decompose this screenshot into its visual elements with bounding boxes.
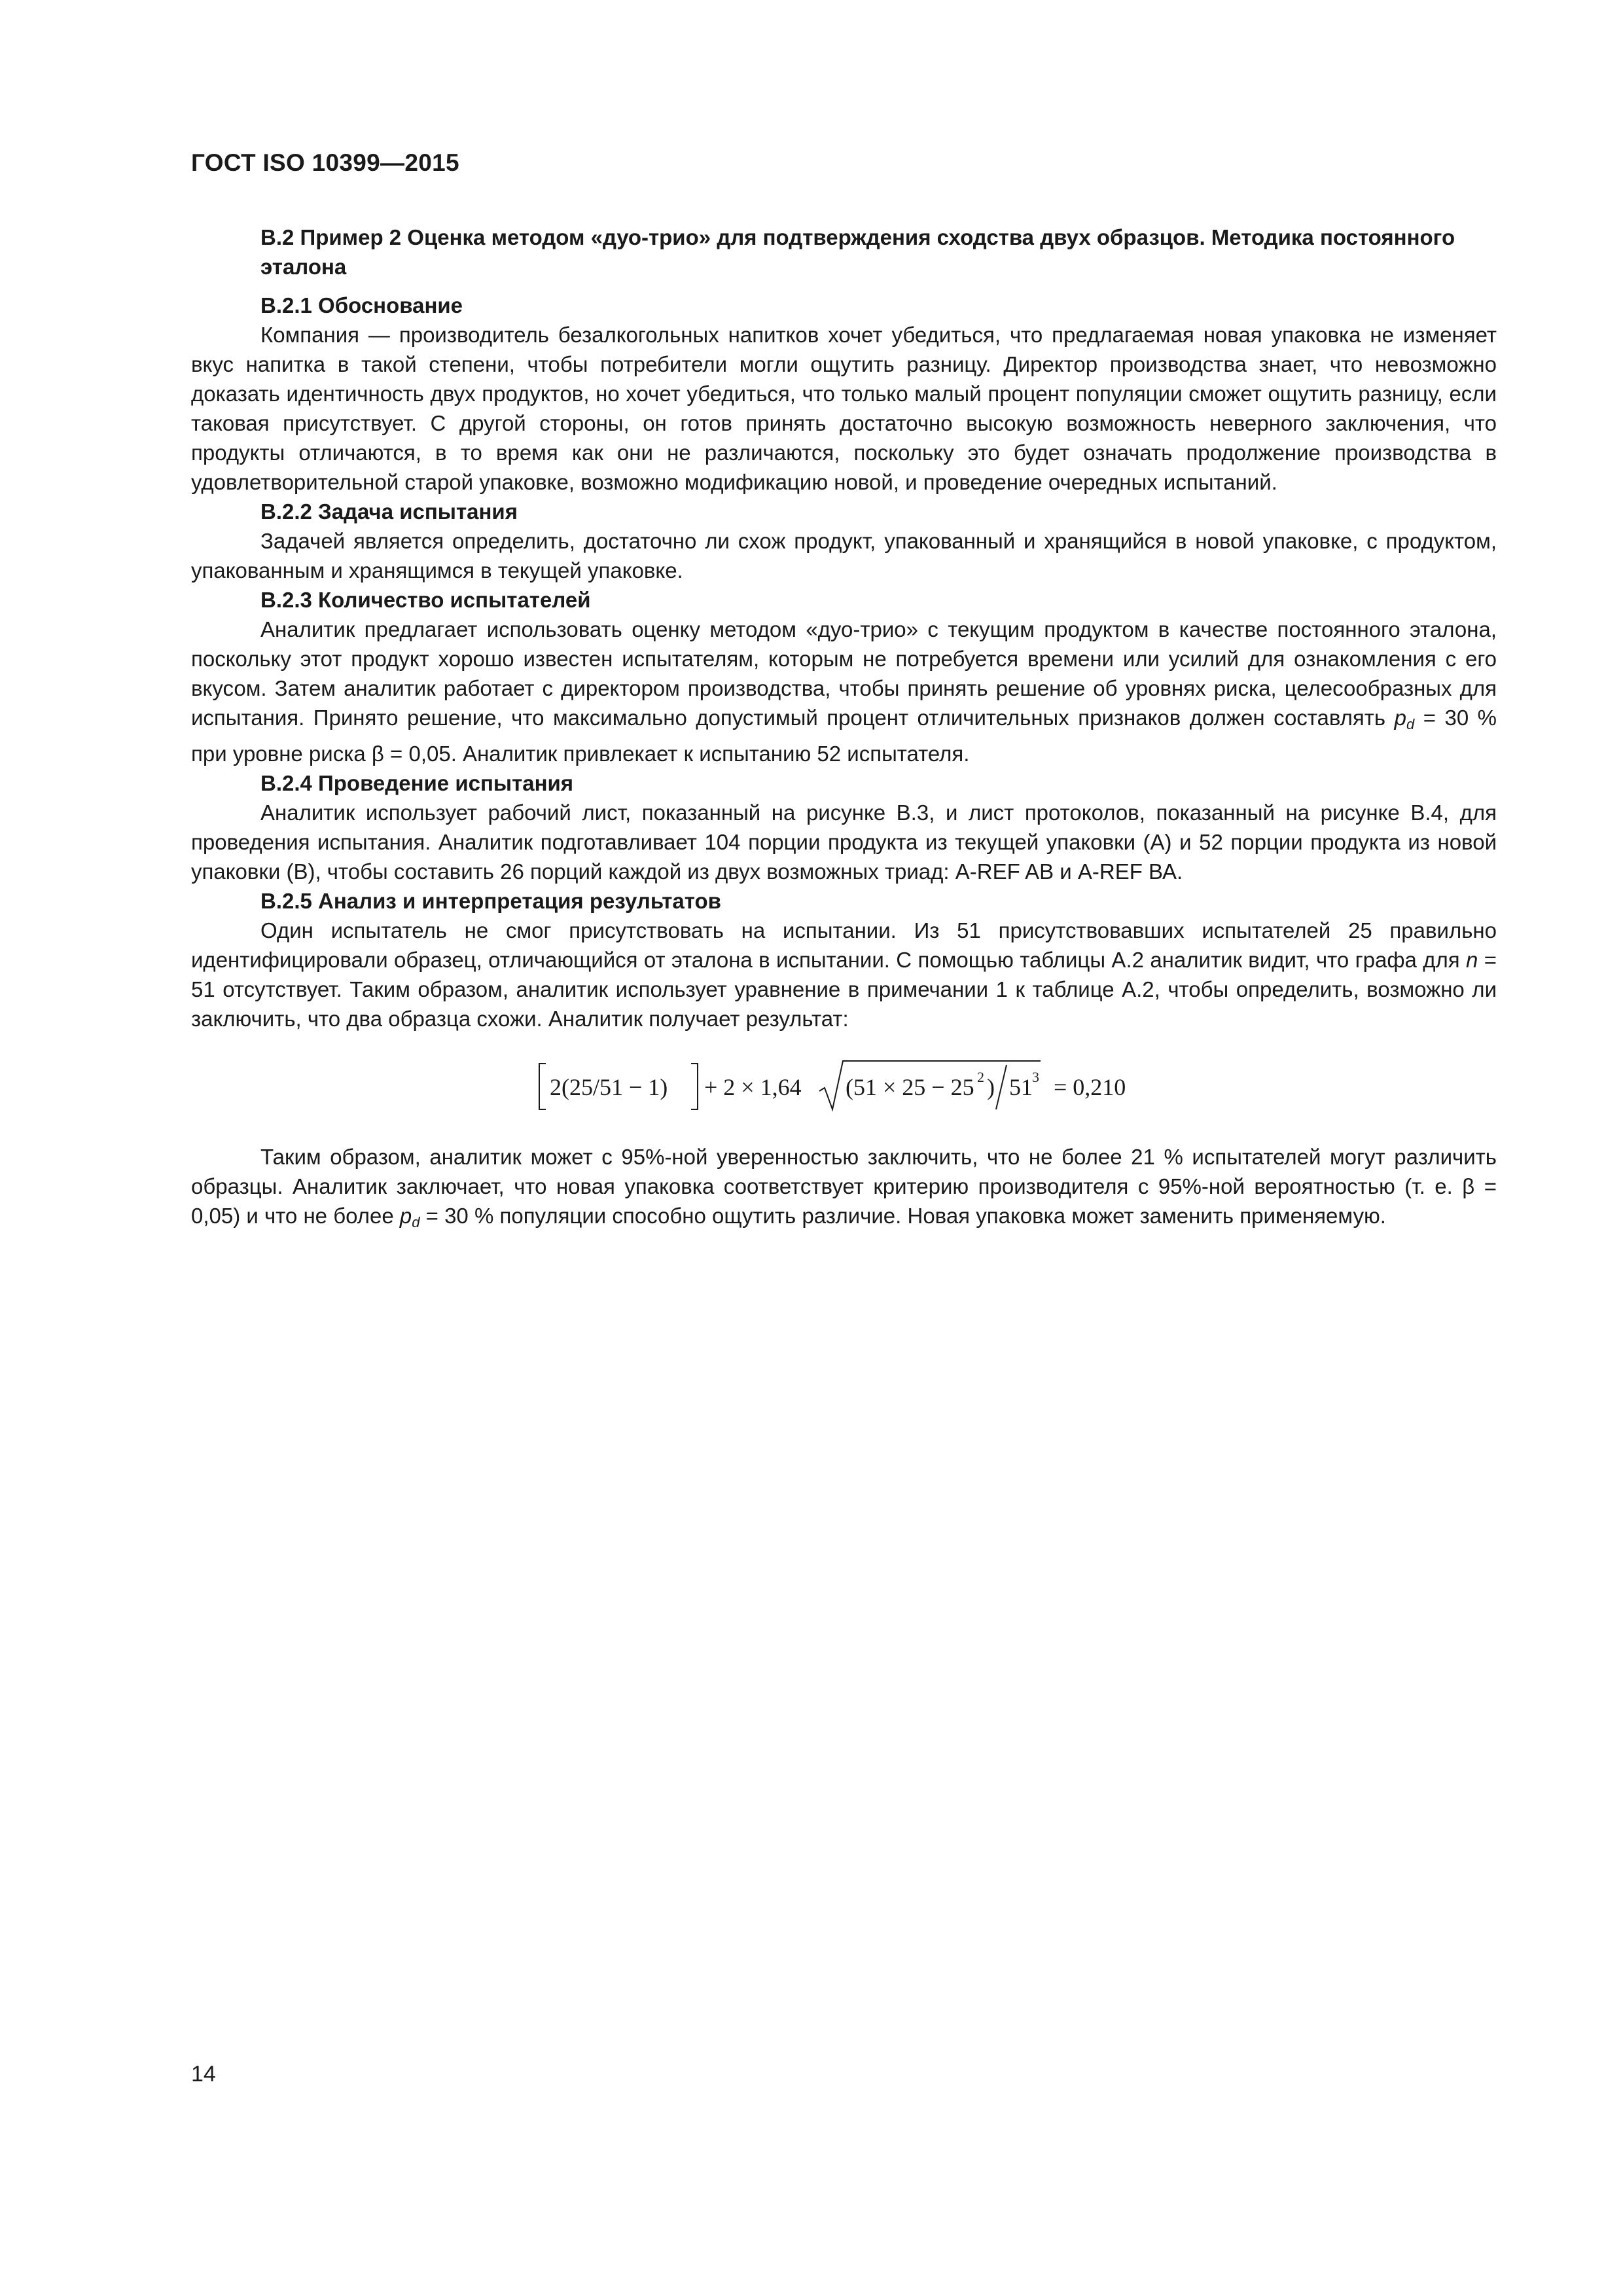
paragraph-conclusion-part-a: Таким образом, аналитик может с 95%-ной уверенностью заключить, что не более 21 % испытателей могут различить образцы. Аналитик заключает, что новая упаковка соответствует критерию производителя с 95%-ной вероятностью (т. е. β = 0,05) и что не более	[191, 1145, 1497, 1228]
paragraph-b23-part-b: = 30 % при уровне риска β = 0,05. Аналитик привлекает к испытанию 52 испытателя.	[191, 706, 1497, 766]
variable-d: d	[1406, 716, 1415, 732]
formula-part2: + 2 × 1,64	[704, 1074, 802, 1100]
variable-p-2: p	[399, 1204, 412, 1228]
formula-radicand: (51 × 25 − 25	[845, 1074, 974, 1100]
paragraph-b25	[191, 916, 1497, 1033]
paragraph-b21: Компания — производитель безалкогольных напитков хочет убедиться, что предлагаемая новая упаковка не изменяет вкус напитка в такой степени, чтобы потребители могли ощутить разницу. Директор производства знает, что невозможно доказать идентичность двух продуктов, но хочет убедиться, что только малый процент популяции сможет ощутить разницу, если таковая присутствует. С другой стороны, он готов принять достаточно высокую возможность неверного заключения, что продукты отличаются, в то время как они не различаются, поскольку это будет означать продолжение производства в удовлетворительной старой упаковке, возможно модификацию новой, и проведение очередных испытаний.	[191, 323, 1497, 494]
section-title-b22: В.2.2 Задача испытания	[260, 499, 518, 524]
paragraph-b23	[191, 615, 1497, 768]
formula-left-bracket	[539, 1064, 546, 1109]
formula-part1: 2(25/51 − 1)	[549, 1074, 668, 1100]
paragraph-b24: Аналитик использует рабочий лист, показанный на рисунке В.3, и лист протоколов, показанный на рисунке В.4, для проведения испытания. Аналитик подготавливает 104 порции продукта из текущей упаковки (А) и 52 порции продукта из новой упаковки (В), чтобы составить 26 порций каждой из двух возможных триад: A-REF AB и A-REF ВА.	[191, 800, 1497, 884]
variable-d-2: d	[412, 1214, 420, 1230]
section-title-b21: В.2.1 Обоснование	[260, 293, 463, 317]
formula-exponent-2: 2	[976, 1069, 984, 1085]
section-title-b23: В.2.3 Количество испытателей	[260, 588, 591, 612]
formula-graphic	[537, 1057, 1152, 1116]
paragraph-b23-part-a: Аналитик предлагает использовать оценку методом «дуо-трио» с текущим продуктом в качестве постоянного эталона, поскольку этот продукт хорошо известен испытателям, которым не потребуется времени или усилий для ознакомления с его вкусом. Затем аналитик работает с директором производства, чтобы принять решение об уровнях риска, целесообразных для испытания. Принято решение, что максимально допустимый процент отличительных признаков должен составлять	[191, 617, 1497, 730]
section-title-b2: В.2 Пример 2 Оценка методом «дуо-трио» для подтверждения сходства двух образцов. Методика постоянного эталона	[260, 225, 1455, 279]
section-title-b25: В.2.5 Анализ и интерпретация результатов	[260, 889, 721, 913]
document-body	[191, 223, 1497, 1237]
formula	[191, 1057, 1497, 1116]
section-title-b24: В.2.4 Проведение испытания	[260, 771, 574, 795]
formula-denominator: 51	[1008, 1074, 1033, 1100]
variable-n: n	[1466, 948, 1478, 972]
paragraph-b25-part-b: = 51 отсутствует. Таким образом, аналитик использует уравнение в примечании 1 к таблице А.2, чтобы определить, возможно ли заключить, что два образца схожи. Аналитик получает результат:	[191, 948, 1497, 1031]
formula-exponent-3: 3	[1031, 1069, 1039, 1085]
paragraph-b25-part-a: Один испытатель не смог присутствовать на испытании. Из 51 присутствовавших испытателей 25 правильно идентифицировали образец, отличающийся от эталона в испытании. С помощью таблицы А.2 аналитик видит, что графа для	[191, 918, 1497, 972]
formula-result: = 0,210	[1053, 1074, 1126, 1100]
paragraph-conclusion-part-b: = 30 % популяции способно ощутить различие. Новая упаковка может заменить применяемую.	[425, 1204, 1386, 1228]
paragraph-b22: Задачей является определить, достаточно ли схож продукт, упакованный и хранящийся в новой упаковке, с продуктом, упакованным и хранящимся в текущей упаковке.	[191, 529, 1497, 583]
formula-slash	[996, 1065, 1007, 1109]
page-number: 14	[191, 2062, 216, 2087]
formula-close-paren: )	[986, 1074, 995, 1100]
paragraph-conclusion	[191, 1142, 1497, 1237]
document-header: ГОСТ ISO 10399—2015	[191, 149, 459, 176]
variable-p: p	[1394, 706, 1406, 730]
formula-right-bracket	[691, 1064, 698, 1109]
